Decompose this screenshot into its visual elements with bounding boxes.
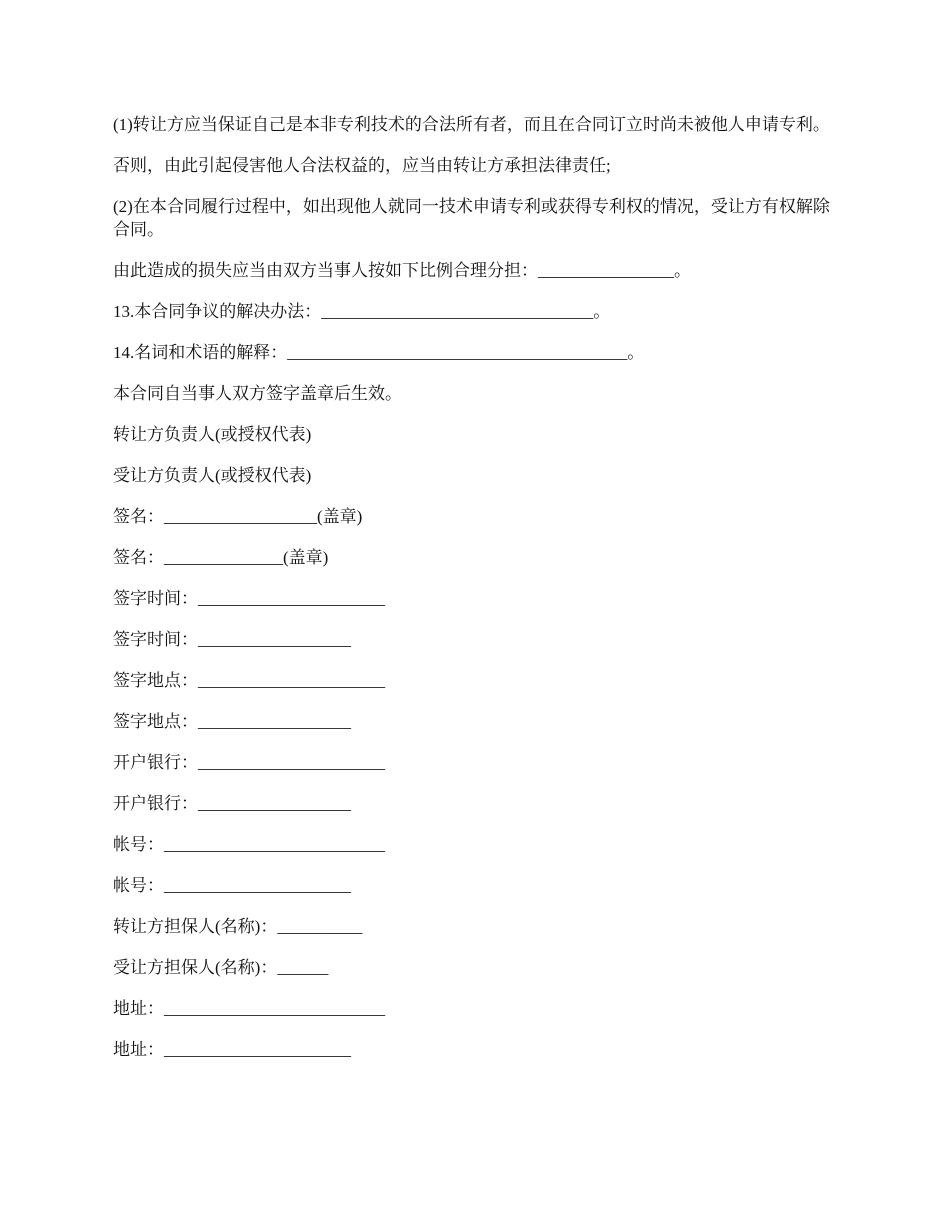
transferor-signature-line: 签名：__________________(盖章) <box>113 507 363 526</box>
transferor-account-line: 帐号：__________________________ <box>113 835 385 854</box>
transferor-representative-label: 转让方负责人(或授权代表) <box>113 425 312 444</box>
document-body <box>113 113 833 1079</box>
transferee-signature-line: 签名：______________(盖章) <box>113 548 329 567</box>
clause-1-liability: 否则，由此引起侵害他人合法权益的，应当由转让方承担法律责任; <box>113 156 611 175</box>
transferee-signing-date-line: 签字时间：__________________ <box>113 630 351 649</box>
transferee-guarantor-line: 受让方担保人(名称)：______ <box>113 958 329 977</box>
transferor-guarantor-line: 转让方担保人(名称)：__________ <box>113 917 363 936</box>
clause-14-terms-definition: 14.名词和术语的解释：________________________________________。 <box>113 343 645 362</box>
transferee-account-line: 帐号：______________________ <box>113 876 351 895</box>
clause-13-dispute-resolution: 13.本合同争议的解决办法：________________________________。 <box>113 302 611 321</box>
transferor-signing-place-line: 签字地点：______________________ <box>113 671 385 690</box>
transferee-signing-place-line: 签字地点：__________________ <box>113 712 351 731</box>
clause-2-termination-right: (2)在本合同履行过程中，如出现他人就同一技术申请专利或获得专利权的情况，受让方有权解除合同。 <box>113 197 830 239</box>
transferee-address-line: 地址：______________________ <box>113 1040 351 1059</box>
transferor-bank-line: 开户银行：______________________ <box>113 753 385 772</box>
effective-clause: 本合同自当事人双方签字盖章后生效。 <box>113 384 402 403</box>
transferee-representative-label: 受让方负责人(或授权代表) <box>113 466 312 485</box>
transferor-address-line: 地址：__________________________ <box>113 999 385 1018</box>
clause-1-transferor-warranty: (1)转让方应当保证自己是本非专利技术的合法所有者，而且在合同订立时尚未被他人申请专利。 <box>113 115 830 134</box>
transferee-bank-line: 开户银行：__________________ <box>113 794 351 813</box>
loss-sharing-clause: 由此造成的损失应当由双方当事人按如下比例合理分担：________________。 <box>113 261 691 280</box>
transferor-signing-date-line: 签字时间：______________________ <box>113 589 385 608</box>
